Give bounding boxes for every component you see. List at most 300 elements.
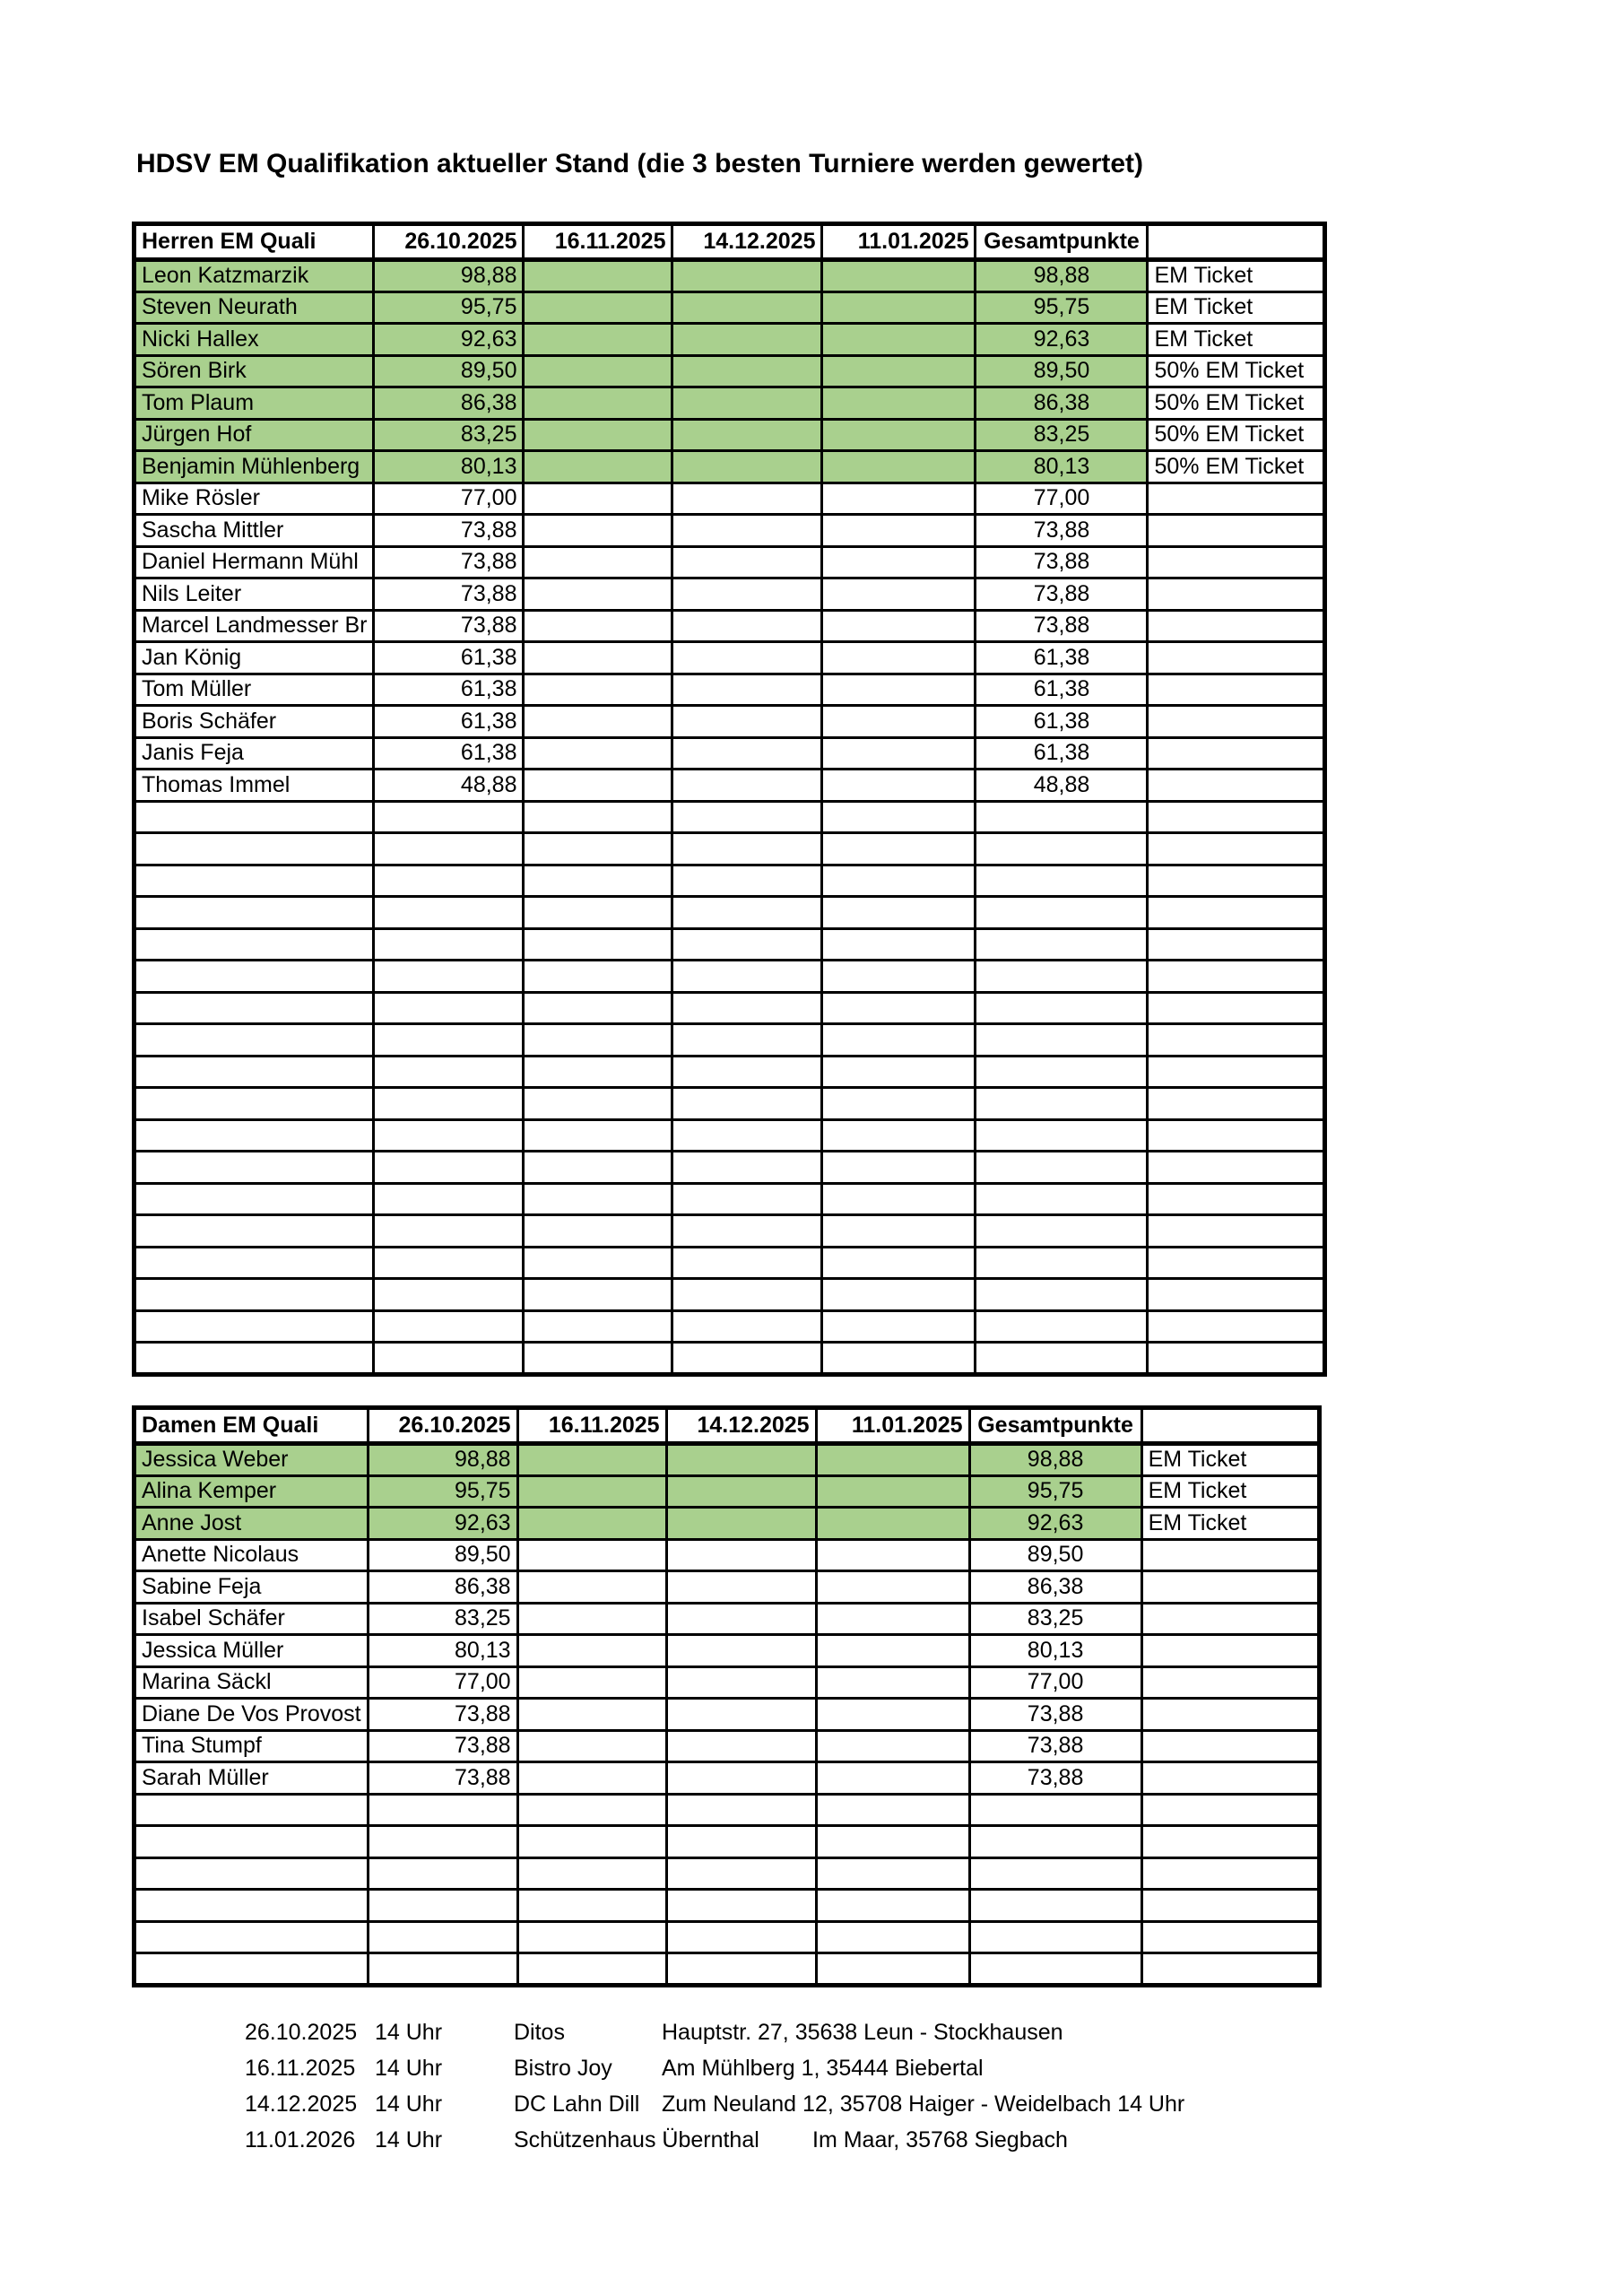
player-name-cell: [134, 1215, 374, 1248]
player-name-cell: Jessica Müller: [134, 1635, 369, 1667]
score-cell-2: [517, 1635, 666, 1667]
score-cell-4: [822, 324, 976, 356]
total-points-cell: 61,38: [976, 674, 1148, 706]
table-row: [134, 1666, 1320, 1699]
table-row: [134, 1475, 1320, 1508]
player-name-cell: [134, 1826, 369, 1858]
player-name-cell: Anne Jost: [134, 1508, 369, 1540]
score-cell-3: [672, 578, 822, 611]
score-cell-1: [368, 1921, 517, 1953]
score-cell-4: [816, 1508, 969, 1540]
score-cell-4: [816, 1571, 969, 1604]
table-row: [134, 897, 1325, 929]
player-name-cell: Nils Leiter: [134, 578, 374, 611]
score-cell-4: [822, 1056, 976, 1088]
player-name-cell: [134, 961, 374, 993]
score-cell-1: 73,88: [374, 610, 524, 642]
score-cell-2: [524, 1119, 672, 1152]
schedule-venue: Schützenhaus Übernthal: [514, 2127, 759, 2152]
score-cell-3: [666, 1826, 816, 1858]
total-points-cell: 95,75: [976, 291, 1148, 324]
total-points-cell: [976, 928, 1148, 961]
total-points-cell: 98,88: [969, 1444, 1141, 1476]
player-name-cell: [134, 1310, 374, 1343]
score-cell-4: [822, 1152, 976, 1184]
score-cell-2: [524, 1183, 672, 1215]
table-row: [134, 291, 1325, 324]
damen-table-title: Damen EM Quali: [134, 1408, 369, 1444]
player-name-cell: [134, 801, 374, 833]
score-cell-3: [672, 1215, 822, 1248]
ticket-status-cell: [1148, 483, 1325, 515]
score-cell-1: 73,88: [368, 1730, 517, 1762]
score-cell-1: 77,00: [374, 483, 524, 515]
score-cell-3: [666, 1603, 816, 1635]
score-cell-3: [672, 897, 822, 929]
table-row: [134, 1247, 1325, 1279]
score-cell-3: [672, 610, 822, 642]
header-ticket-empty: [1148, 224, 1325, 260]
player-name-cell: [134, 865, 374, 897]
score-cell-3: [666, 1571, 816, 1604]
score-cell-2: [524, 961, 672, 993]
player-name-cell: [134, 833, 374, 865]
total-points-cell: 61,38: [976, 737, 1148, 770]
header-row: [134, 224, 1325, 260]
score-cell-4: [822, 1088, 976, 1120]
table-row: [134, 1635, 1320, 1667]
total-points-cell: [969, 1857, 1141, 1890]
table-row: [134, 1826, 1320, 1858]
score-cell-2: [524, 1152, 672, 1184]
player-name-cell: Marcel Landmesser Br: [134, 610, 374, 642]
score-cell-2: [524, 642, 672, 674]
total-points-cell: 98,88: [976, 260, 1148, 292]
header-date-4: 11.01.2025: [816, 1408, 969, 1444]
ticket-status-cell: [1141, 1890, 1319, 1922]
total-points-cell: [976, 833, 1148, 865]
header-date-4: 11.01.2025: [822, 224, 976, 260]
table-row: [134, 1119, 1325, 1152]
total-points-cell: [976, 1088, 1148, 1120]
score-cell-2: [524, 1310, 672, 1343]
score-cell-1: [374, 961, 524, 993]
table-row: [134, 1310, 1325, 1343]
table-row: [134, 387, 1325, 420]
score-cell-2: [524, 483, 672, 515]
total-points-cell: [969, 1794, 1141, 1826]
score-cell-3: [672, 770, 822, 802]
score-cell-4: [822, 546, 976, 578]
total-points-cell: 73,88: [976, 515, 1148, 547]
total-points-cell: 92,63: [969, 1508, 1141, 1540]
score-cell-3: [672, 928, 822, 961]
score-cell-4: [822, 1247, 976, 1279]
player-name-cell: Jürgen Hof: [134, 419, 374, 451]
score-cell-1: [368, 1890, 517, 1922]
score-cell-4: [816, 1699, 969, 1731]
score-cell-1: 73,88: [374, 578, 524, 611]
schedule-address: Am Mühlberg 1, 35444 Biebertal: [662, 2056, 984, 2081]
ticket-status-cell: [1141, 1635, 1319, 1667]
score-cell-1: [368, 1953, 517, 1986]
player-name-cell: Sabine Feja: [134, 1571, 369, 1604]
total-points-cell: 61,38: [976, 706, 1148, 738]
score-cell-2: [524, 992, 672, 1024]
ticket-status-cell: [1141, 1762, 1319, 1795]
schedule-address: Zum Neuland 12, 35708 Haiger - Weidelbach 14 Uhr: [662, 2092, 1185, 2117]
player-name-cell: [134, 1279, 374, 1311]
ticket-status-cell: [1148, 1279, 1325, 1311]
table-row: [134, 546, 1325, 578]
player-name-cell: Mike Rösler: [134, 483, 374, 515]
score-cell-3: [672, 260, 822, 292]
schedule-venue: Bistro Joy: [514, 2056, 612, 2081]
score-cell-1: 92,63: [368, 1508, 517, 1540]
score-cell-2: [524, 833, 672, 865]
ticket-status-cell: [1148, 578, 1325, 611]
table-row: [134, 610, 1325, 642]
player-name-cell: Benjamin Mühlenberg: [134, 451, 374, 483]
ticket-status-cell: [1148, 642, 1325, 674]
score-cell-1: 98,88: [368, 1444, 517, 1476]
score-cell-1: [374, 833, 524, 865]
table-row: [134, 1183, 1325, 1215]
score-cell-4: [822, 1343, 976, 1375]
score-cell-3: [666, 1921, 816, 1953]
score-cell-1: 86,38: [374, 387, 524, 420]
player-name-cell: Marina Säckl: [134, 1666, 369, 1699]
score-cell-2: [517, 1699, 666, 1731]
score-cell-2: [524, 1215, 672, 1248]
player-name-cell: Nicki Hallex: [134, 324, 374, 356]
score-cell-3: [666, 1953, 816, 1986]
score-cell-3: [672, 1119, 822, 1152]
ticket-status-cell: [1148, 1088, 1325, 1120]
score-cell-2: [524, 355, 672, 387]
score-cell-2: [524, 546, 672, 578]
score-cell-1: [374, 992, 524, 1024]
herren-table-body: [134, 260, 1325, 1375]
table-row: [134, 578, 1325, 611]
schedule-row: [245, 2056, 1500, 2092]
table-row: [134, 801, 1325, 833]
score-cell-3: [666, 1890, 816, 1922]
total-points-cell: [976, 1215, 1148, 1248]
ticket-status-cell: [1141, 1921, 1319, 1953]
total-points-cell: 61,38: [976, 642, 1148, 674]
total-points-cell: [976, 992, 1148, 1024]
score-cell-1: [374, 865, 524, 897]
table-row: [134, 515, 1325, 547]
total-points-cell: 73,88: [976, 610, 1148, 642]
table-row: [134, 1215, 1325, 1248]
score-cell-1: [374, 1247, 524, 1279]
table-row: [134, 928, 1325, 961]
player-name-cell: Jan König: [134, 642, 374, 674]
ticket-status-cell: 50% EM Ticket: [1148, 387, 1325, 420]
score-cell-3: [672, 515, 822, 547]
total-points-cell: [976, 1024, 1148, 1057]
schedule-time: 14 Uhr: [375, 2056, 443, 2081]
table-row: [134, 1730, 1320, 1762]
score-cell-3: [666, 1508, 816, 1540]
score-cell-2: [517, 1794, 666, 1826]
table-row: [134, 1088, 1325, 1120]
score-cell-3: [666, 1666, 816, 1699]
score-cell-4: [822, 610, 976, 642]
header-row: [134, 1408, 1320, 1444]
player-name-cell: [134, 1183, 374, 1215]
score-cell-3: [672, 483, 822, 515]
header-date-3: 14.12.2025: [666, 1408, 816, 1444]
ticket-status-cell: EM Ticket: [1141, 1508, 1319, 1540]
total-points-cell: 83,25: [969, 1603, 1141, 1635]
table-row: [134, 1890, 1320, 1922]
total-points-cell: 86,38: [969, 1571, 1141, 1604]
ticket-status-cell: [1148, 833, 1325, 865]
score-cell-1: 73,88: [374, 515, 524, 547]
ticket-status-cell: EM Ticket: [1141, 1475, 1319, 1508]
table-row: [134, 324, 1325, 356]
player-name-cell: Sören Birk: [134, 355, 374, 387]
score-cell-4: [822, 1024, 976, 1057]
header-date-2: 16.11.2025: [524, 224, 672, 260]
ticket-status-cell: EM Ticket: [1141, 1444, 1319, 1476]
ticket-status-cell: [1148, 928, 1325, 961]
table-row: [134, 865, 1325, 897]
player-name-cell: Anette Nicolaus: [134, 1539, 369, 1571]
score-cell-4: [822, 1215, 976, 1248]
ticket-status-cell: [1148, 1310, 1325, 1343]
ticket-status-cell: [1148, 1024, 1325, 1057]
schedule-date: 14.12.2025: [245, 2092, 358, 2117]
ticket-status-cell: EM Ticket: [1148, 260, 1325, 292]
total-points-cell: 80,13: [969, 1635, 1141, 1667]
score-cell-1: 83,25: [374, 419, 524, 451]
ticket-status-cell: [1148, 706, 1325, 738]
header-total-points: Gesamtpunkte: [976, 224, 1148, 260]
score-cell-1: [374, 1056, 524, 1088]
score-cell-4: [816, 1794, 969, 1826]
header-date-1: 26.10.2025: [374, 224, 524, 260]
player-name-cell: [134, 1024, 374, 1057]
score-cell-3: [672, 865, 822, 897]
score-cell-2: [517, 1730, 666, 1762]
score-cell-1: [374, 1024, 524, 1057]
player-name-cell: [134, 992, 374, 1024]
ticket-status-cell: [1148, 961, 1325, 993]
score-cell-2: [517, 1571, 666, 1604]
ticket-status-cell: [1148, 1343, 1325, 1375]
score-cell-3: [666, 1635, 816, 1667]
score-cell-1: 61,38: [374, 737, 524, 770]
score-cell-4: [816, 1826, 969, 1858]
score-cell-4: [816, 1953, 969, 1986]
score-cell-3: [672, 1343, 822, 1375]
score-cell-1: [374, 1119, 524, 1152]
schedule-date: 26.10.2025: [245, 2020, 358, 2045]
schedule-row: [245, 2127, 1500, 2163]
total-points-cell: [969, 1890, 1141, 1922]
score-cell-4: [816, 1603, 969, 1635]
table-row: [134, 833, 1325, 865]
ticket-status-cell: 50% EM Ticket: [1148, 419, 1325, 451]
score-cell-1: 83,25: [368, 1603, 517, 1635]
player-name-cell: [134, 1088, 374, 1120]
score-cell-3: [672, 355, 822, 387]
player-name-cell: Alina Kemper: [134, 1475, 369, 1508]
schedule-date: 16.11.2025: [245, 2056, 356, 2081]
score-cell-2: [517, 1475, 666, 1508]
total-points-cell: 83,25: [976, 419, 1148, 451]
table-row: [134, 1279, 1325, 1311]
damen-table-body: [134, 1444, 1320, 1986]
player-name-cell: Janis Feja: [134, 737, 374, 770]
total-points-cell: [976, 961, 1148, 993]
ticket-status-cell: [1148, 737, 1325, 770]
ticket-status-cell: [1148, 897, 1325, 929]
ticket-status-cell: [1148, 992, 1325, 1024]
ticket-status-cell: [1148, 1119, 1325, 1152]
score-cell-1: [374, 1088, 524, 1120]
score-cell-1: 86,38: [368, 1571, 517, 1604]
score-cell-2: [524, 1279, 672, 1311]
player-name-cell: [134, 1857, 369, 1890]
score-cell-4: [816, 1444, 969, 1476]
ticket-status-cell: [1148, 610, 1325, 642]
score-cell-2: [517, 1603, 666, 1635]
score-cell-4: [822, 578, 976, 611]
total-points-cell: 73,88: [976, 546, 1148, 578]
score-cell-1: 61,38: [374, 706, 524, 738]
table-row: [134, 770, 1325, 802]
score-cell-2: [524, 928, 672, 961]
score-cell-2: [524, 387, 672, 420]
score-cell-4: [822, 992, 976, 1024]
schedule-row: [245, 2020, 1500, 2056]
total-points-cell: 86,38: [976, 387, 1148, 420]
ticket-status-cell: [1148, 770, 1325, 802]
table-row: [134, 1539, 1320, 1571]
ticket-status-cell: [1141, 1603, 1319, 1635]
player-name-cell: [134, 1247, 374, 1279]
ticket-status-cell: [1148, 1247, 1325, 1279]
table-row: [134, 674, 1325, 706]
total-points-cell: [976, 1247, 1148, 1279]
score-cell-2: [524, 610, 672, 642]
score-cell-1: 92,63: [374, 324, 524, 356]
score-cell-1: 48,88: [374, 770, 524, 802]
score-cell-3: [666, 1730, 816, 1762]
total-points-cell: [976, 1119, 1148, 1152]
score-cell-4: [822, 515, 976, 547]
table-row: [134, 419, 1325, 451]
score-cell-4: [816, 1539, 969, 1571]
score-cell-3: [672, 1088, 822, 1120]
score-cell-4: [822, 419, 976, 451]
table-row: [134, 961, 1325, 993]
tournament-schedule: [245, 2020, 1500, 2163]
header-ticket-empty: [1141, 1408, 1319, 1444]
score-cell-1: 80,13: [374, 451, 524, 483]
table-row: [134, 642, 1325, 674]
score-cell-1: [374, 1183, 524, 1215]
score-cell-1: 95,75: [374, 291, 524, 324]
header-date-1: 26.10.2025: [368, 1408, 517, 1444]
table-row: [134, 1699, 1320, 1731]
total-points-cell: 73,88: [969, 1762, 1141, 1795]
table-row: [134, 1762, 1320, 1795]
score-cell-2: [524, 737, 672, 770]
herren-table-header: [134, 224, 1325, 260]
total-points-cell: 73,88: [969, 1699, 1141, 1731]
header-date-2: 16.11.2025: [517, 1408, 666, 1444]
total-points-cell: [976, 1183, 1148, 1215]
ticket-status-cell: [1141, 1794, 1319, 1826]
total-points-cell: 77,00: [969, 1666, 1141, 1699]
score-cell-1: 89,50: [374, 355, 524, 387]
score-cell-4: [822, 1183, 976, 1215]
score-cell-2: [517, 1953, 666, 1986]
total-points-cell: [976, 1310, 1148, 1343]
score-cell-1: [368, 1794, 517, 1826]
score-cell-3: [666, 1762, 816, 1795]
table-row: [134, 1921, 1320, 1953]
table-row: [134, 737, 1325, 770]
score-cell-2: [524, 260, 672, 292]
player-name-cell: Tom Plaum: [134, 387, 374, 420]
player-name-cell: [134, 897, 374, 929]
score-cell-4: [822, 865, 976, 897]
ticket-status-cell: [1141, 1666, 1319, 1699]
schedule-address: Hauptstr. 27, 35638 Leun - Stockhausen: [662, 2020, 1063, 2045]
player-name-cell: [134, 1794, 369, 1826]
ticket-status-cell: [1141, 1826, 1319, 1858]
score-cell-4: [816, 1762, 969, 1795]
score-cell-1: [374, 1215, 524, 1248]
player-name-cell: Steven Neurath: [134, 291, 374, 324]
score-cell-1: [374, 801, 524, 833]
score-cell-4: [822, 961, 976, 993]
score-cell-3: [672, 291, 822, 324]
ticket-status-cell: [1141, 1953, 1319, 1986]
score-cell-2: [524, 578, 672, 611]
ticket-status-cell: EM Ticket: [1148, 324, 1325, 356]
table-row: [134, 1152, 1325, 1184]
player-name-cell: Sarah Müller: [134, 1762, 369, 1795]
score-cell-1: [374, 897, 524, 929]
score-cell-4: [822, 928, 976, 961]
total-points-cell: [969, 1921, 1141, 1953]
player-name-cell: [134, 1953, 369, 1986]
player-name-cell: Thomas Immel: [134, 770, 374, 802]
total-points-cell: 48,88: [976, 770, 1148, 802]
score-cell-1: 61,38: [374, 642, 524, 674]
table-row: [134, 1603, 1320, 1635]
player-name-cell: [134, 1890, 369, 1922]
total-points-cell: [976, 1152, 1148, 1184]
player-name-cell: [134, 1921, 369, 1953]
score-cell-4: [822, 451, 976, 483]
score-cell-2: [524, 1056, 672, 1088]
ticket-status-cell: [1148, 1183, 1325, 1215]
score-cell-1: 73,88: [368, 1699, 517, 1731]
score-cell-4: [822, 737, 976, 770]
score-cell-2: [517, 1762, 666, 1795]
ticket-status-cell: [1141, 1730, 1319, 1762]
score-cell-3: [666, 1699, 816, 1731]
